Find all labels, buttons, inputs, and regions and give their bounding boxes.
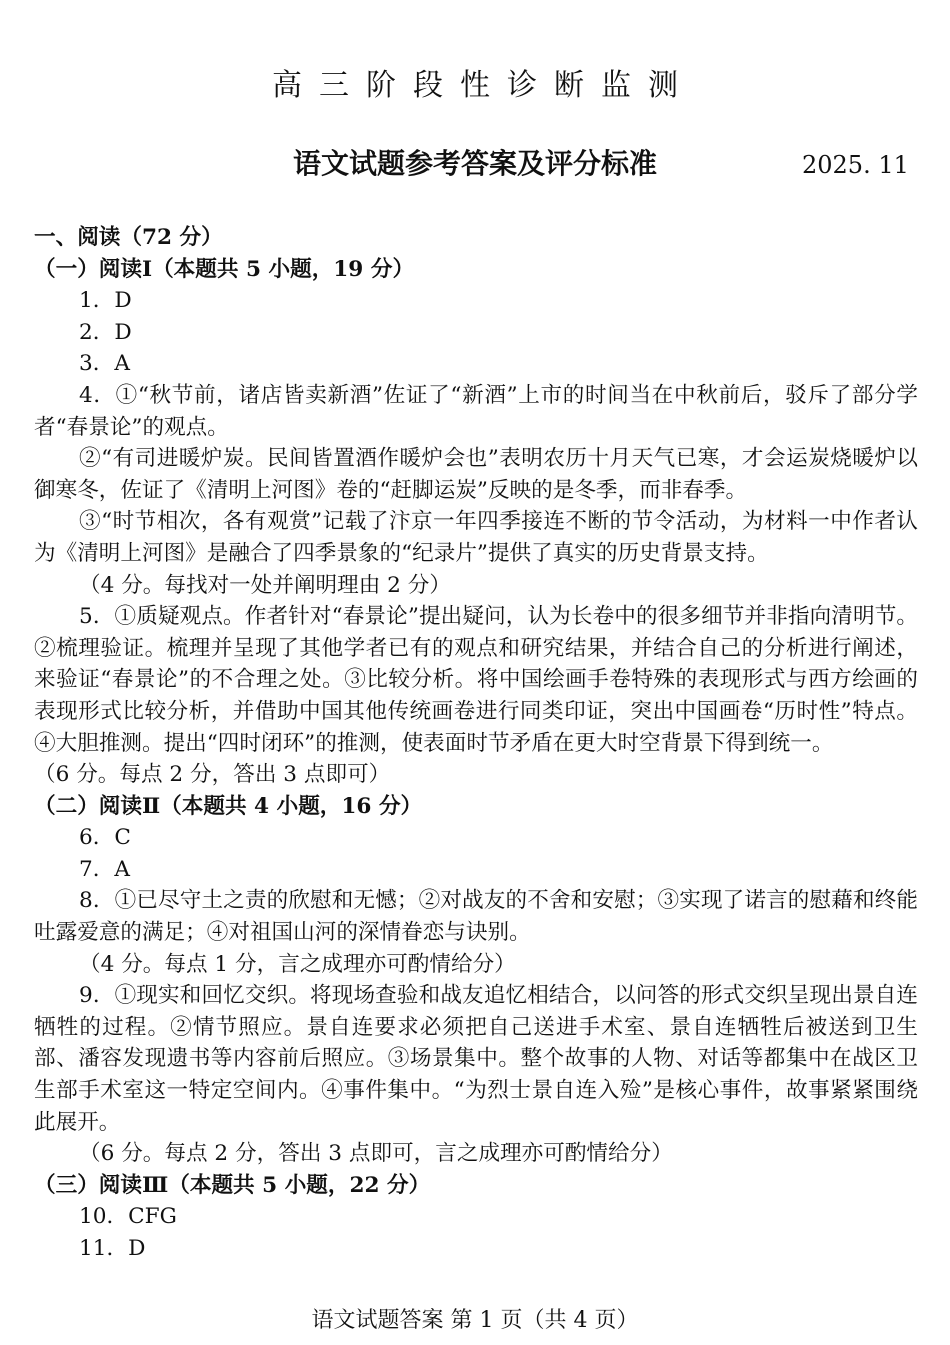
score-note: （4 分。每找对一处并阐明理由 2 分）: [79, 572, 451, 598]
answer-paragraph: ③“时节相次，各有观赏”记载了汴京一年四季接连不断的节令活动，为材料一中作者认为《清明上河图》是融合了四季景象的“纪录片”提供了真实的历史背景支持。: [34, 509, 918, 566]
answer-item: 6．C: [79, 825, 131, 851]
answer-paragraph: ②“有司进暖炉炭。民间皆置酒作暖炉会也”表明农历十月天气已寒，才会运炭烧暖炉以御寒冬，佐证了《清明上河图》卷的“赶脚运炭”反映的是冬季，而非春季。: [34, 446, 918, 503]
answer-paragraph: 8．①已尽守土之责的欣慰和无憾；②对战友的不舍和安慰；③实现了诺言的慰藉和终能吐露爱意的满足；④对祖国山河的深情眷恋与诀别。: [34, 888, 918, 946]
answer-item: 1．D: [79, 288, 132, 314]
document-date: 2025. 11: [802, 151, 909, 179]
page-footer: 语文试题答案 第 1 页（共 4 页）: [311, 1308, 639, 1333]
exam-title: 高三阶段性诊断监测: [272, 68, 695, 103]
answer-paragraph: 9．①现实和回忆交织。将现场查验和战友追忆相结合，以问答的形式交织呈现出景自连牺牲的过程。②情节照应。景自连要求必须把自己送进手术室、景自连牺牲后被送到卫生部、潘容发现遗书等内容前后照应。③场景集中。整个故事的人物、对话等都集中在战区卫生部手术室这一特定空间内。④事件集中。“为烈士景自连入殓”是核心事件，故事紧紧围绕此展开。: [34, 983, 918, 1135]
answer-item: 10．CFG: [79, 1204, 177, 1230]
score-note: （6 分。每点 2 分，答出 3 点即可，言之成理亦可酌情给分）: [79, 1141, 673, 1167]
answer-content: [34, 222, 918, 1265]
section-heading: 一、阅读（72 分）: [34, 225, 223, 250]
part-heading: （一）阅读Ⅰ（本题共 5 小题，19 分）: [34, 256, 415, 282]
part-heading: （三）阅读Ⅲ（本题共 5 小题，22 分）: [34, 1172, 431, 1198]
answer-item: 11．D: [79, 1236, 146, 1261]
answer-item: 7．A: [79, 856, 130, 882]
answer-paragraph: 4．①“秋节前，诸店皆卖新酒”佐证了“新酒”上市的时间当在中秋前后，驳斥了部分学者“春景论”的观点。: [34, 382, 918, 440]
document-subtitle: 语文试题参考答案及评分标准: [292, 147, 657, 180]
answer-item: 3．A: [79, 351, 130, 377]
score-note: （4 分。每点 1 分，言之成理亦可酌情给分）: [79, 951, 516, 977]
answer-paragraph: 5．①质疑观点。作者针对“春景论”提出疑问，认为长卷中的很多细节并非指向清明节。②梳理验证。梳理并呈现了其他学者已有的观点和研究结果，并结合自己的分析进行阐述，来验证“春景论”的不合理之处。③比较分析。将中国绘画手卷特殊的表现形式与西方绘画的表现形式比较分析，并借助中国其他传统画卷进行同类印证，突出中国画卷“历时性”特点。④大胆推测。提出“四时闭环”的推测，使表面时节矛盾在更大时空背景下得到统一。: [34, 604, 918, 756]
part-heading: （二）阅读Ⅱ（本题共 4 小题，16 分）: [34, 793, 423, 819]
score-note: （6 分。每点 2 分，答出 3 点即可）: [34, 762, 391, 788]
answer-item: 2．D: [79, 319, 132, 345]
